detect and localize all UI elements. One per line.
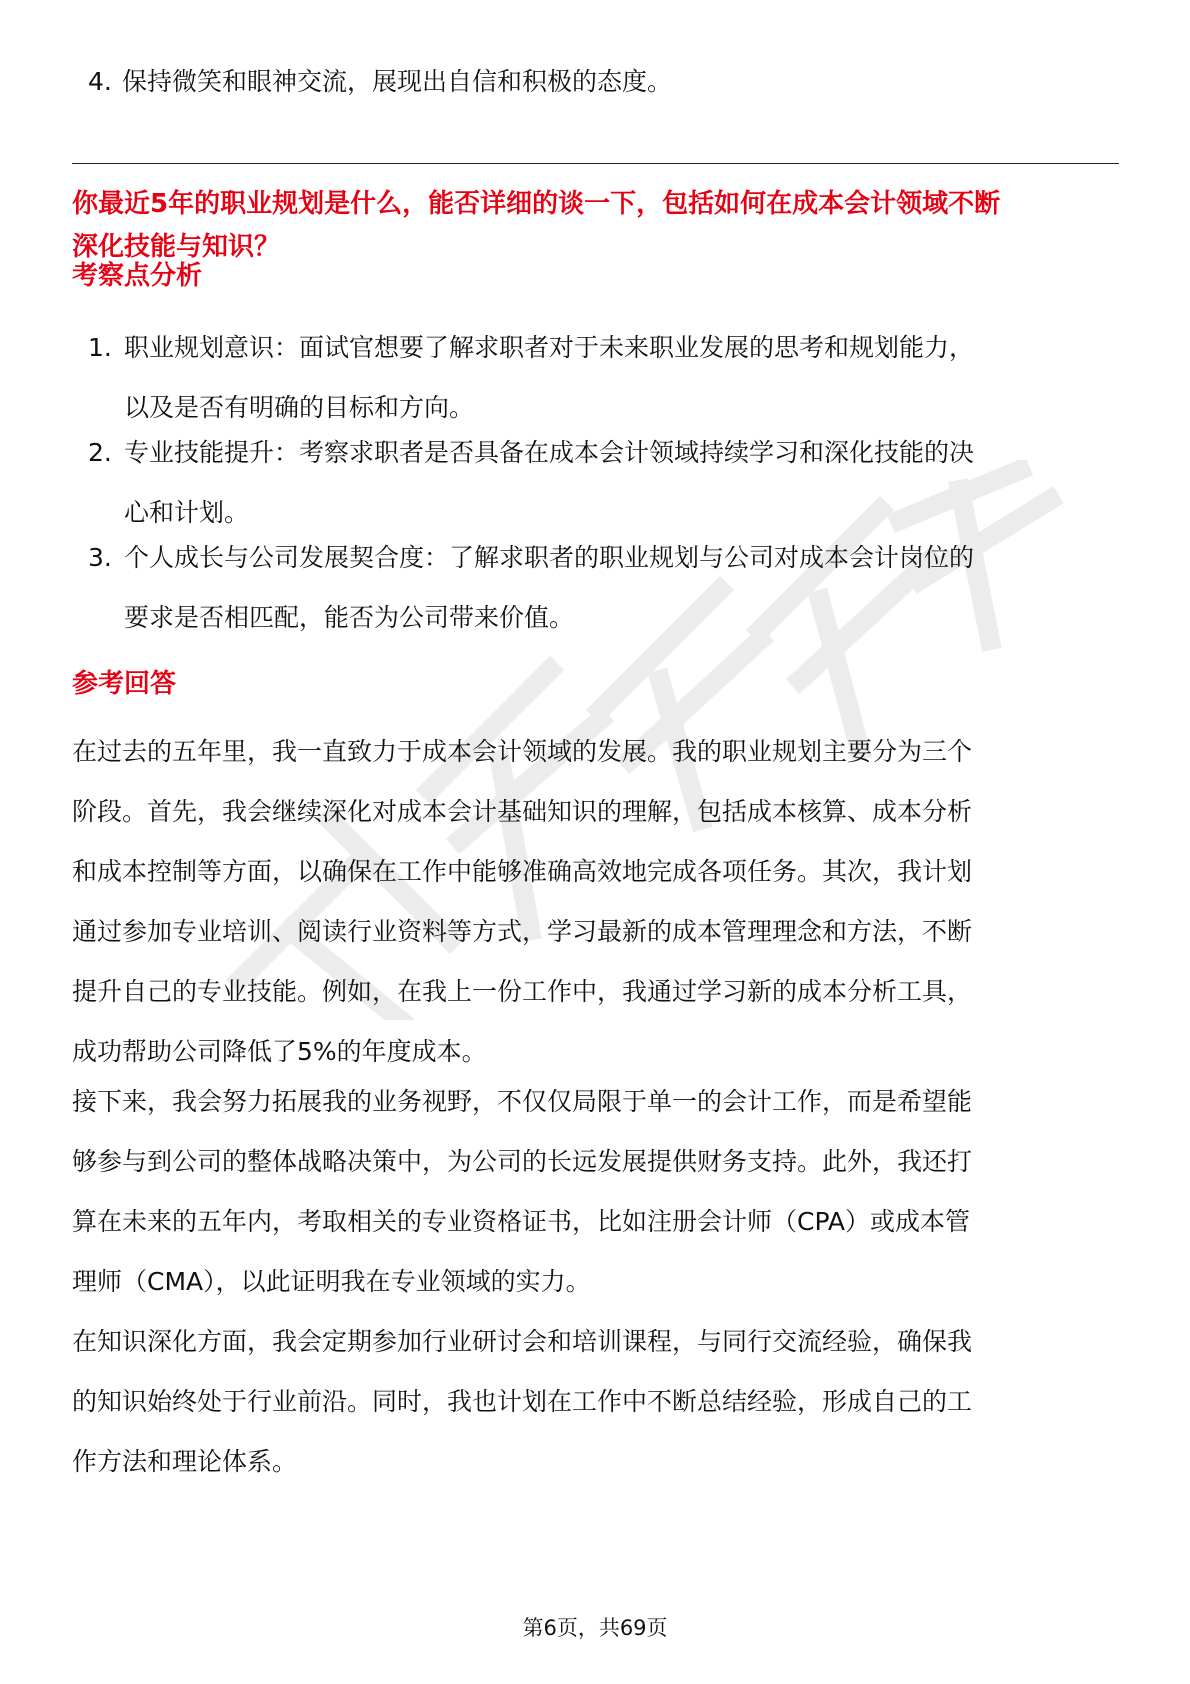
question-heading <box>72 183 1122 269</box>
answer-paragraph <box>72 1312 1122 1492</box>
list-number: 3. <box>88 543 112 572</box>
list-item-line: 要求是否相匹配，能否为公司带来价值。 <box>124 603 575 632</box>
analysis-item <box>88 318 1128 438</box>
list-item-line: 个人成长与公司发展契合度：了解求职者的职业规划与公司对成本会计岗位的 <box>124 543 975 572</box>
answer-paragraph <box>72 1072 1122 1312</box>
paragraph-line: 在知识深化方面，我会定期参加行业研讨会和培训课程，与同行交流经验，确保我 <box>72 1327 973 1356</box>
list-item-line: 专业技能提升：考察求职者是否具备在成本会计领域持续学习和深化技能的决 <box>124 438 975 467</box>
list-item-line: 以及是否有明确的目标和方向。 <box>124 393 475 422</box>
analysis-heading: 考察点分析 <box>72 261 203 291</box>
list-number: 4. <box>88 67 112 96</box>
paragraph-line: 成功帮助公司降低了5%的年度成本。 <box>72 1037 487 1066</box>
paragraph-line: 在过去的五年里，我一直致力于成本会计领域的发展。我的职业规划主要分为三个 <box>72 737 973 766</box>
paragraph-line: 算在未来的五年内，考取相关的专业资格证书，比如注册会计师（CPA）或成本管 <box>72 1207 971 1236</box>
paragraph-line: 作方法和理论体系。 <box>72 1447 298 1476</box>
paragraph-line: 接下来，我会努力拓展我的业务视野，不仅仅局限于单一的会计工作，而是希望能 <box>72 1087 973 1116</box>
answer-heading: 参考回答 <box>72 669 177 699</box>
paragraph-line: 理师（CMA），以此证明我在专业领域的实力。 <box>72 1267 591 1296</box>
paragraph-line: 阶段。首先，我会继续深化对成本会计基础知识的理解，包括成本核算、成本分析 <box>72 797 973 826</box>
list-number: 1. <box>88 333 112 362</box>
page-number-footer: 第6页，共69页 <box>522 1616 668 1640</box>
answer-paragraph <box>72 722 1122 1082</box>
paragraph-line: 提升自己的专业技能。例如，在我上一份工作中，我通过学习新的成本分析工具， <box>72 977 973 1006</box>
paragraph-line: 够参与到公司的整体战略决策中，为公司的长远发展提供财务支持。此外，我还打 <box>72 1147 973 1176</box>
analysis-item <box>88 528 1128 648</box>
section-divider <box>72 163 1119 164</box>
paragraph-line: 的知识始终处于行业前沿。同时，我也计划在工作中不断总结经验，形成自己的工 <box>72 1387 973 1416</box>
analysis-item <box>88 423 1128 543</box>
list-item-text: 保持微笑和眼神交流，展现出自信和积极的态度。 <box>122 67 673 96</box>
question-line: 你最近5年的职业规划是什么，能否详细的谈一下，包括如何在成本会计领域不断 <box>72 189 1001 219</box>
question-line: 深化技能与知识？ <box>72 232 281 262</box>
previous-list-item <box>88 62 672 102</box>
paragraph-line: 和成本控制等方面，以确保在工作中能够准确高效地完成各项任务。其次，我计划 <box>72 857 973 886</box>
paragraph-line: 通过参加专业培训、阅读行业资料等方式，学习最新的成本管理理念和方法，不断 <box>72 917 973 946</box>
list-number: 2. <box>88 438 112 467</box>
list-item-line: 职业规划意识：面试官想要了解求职者对于未来职业发展的思考和规划能力， <box>124 333 975 362</box>
list-item-line: 心和计划。 <box>124 498 250 527</box>
